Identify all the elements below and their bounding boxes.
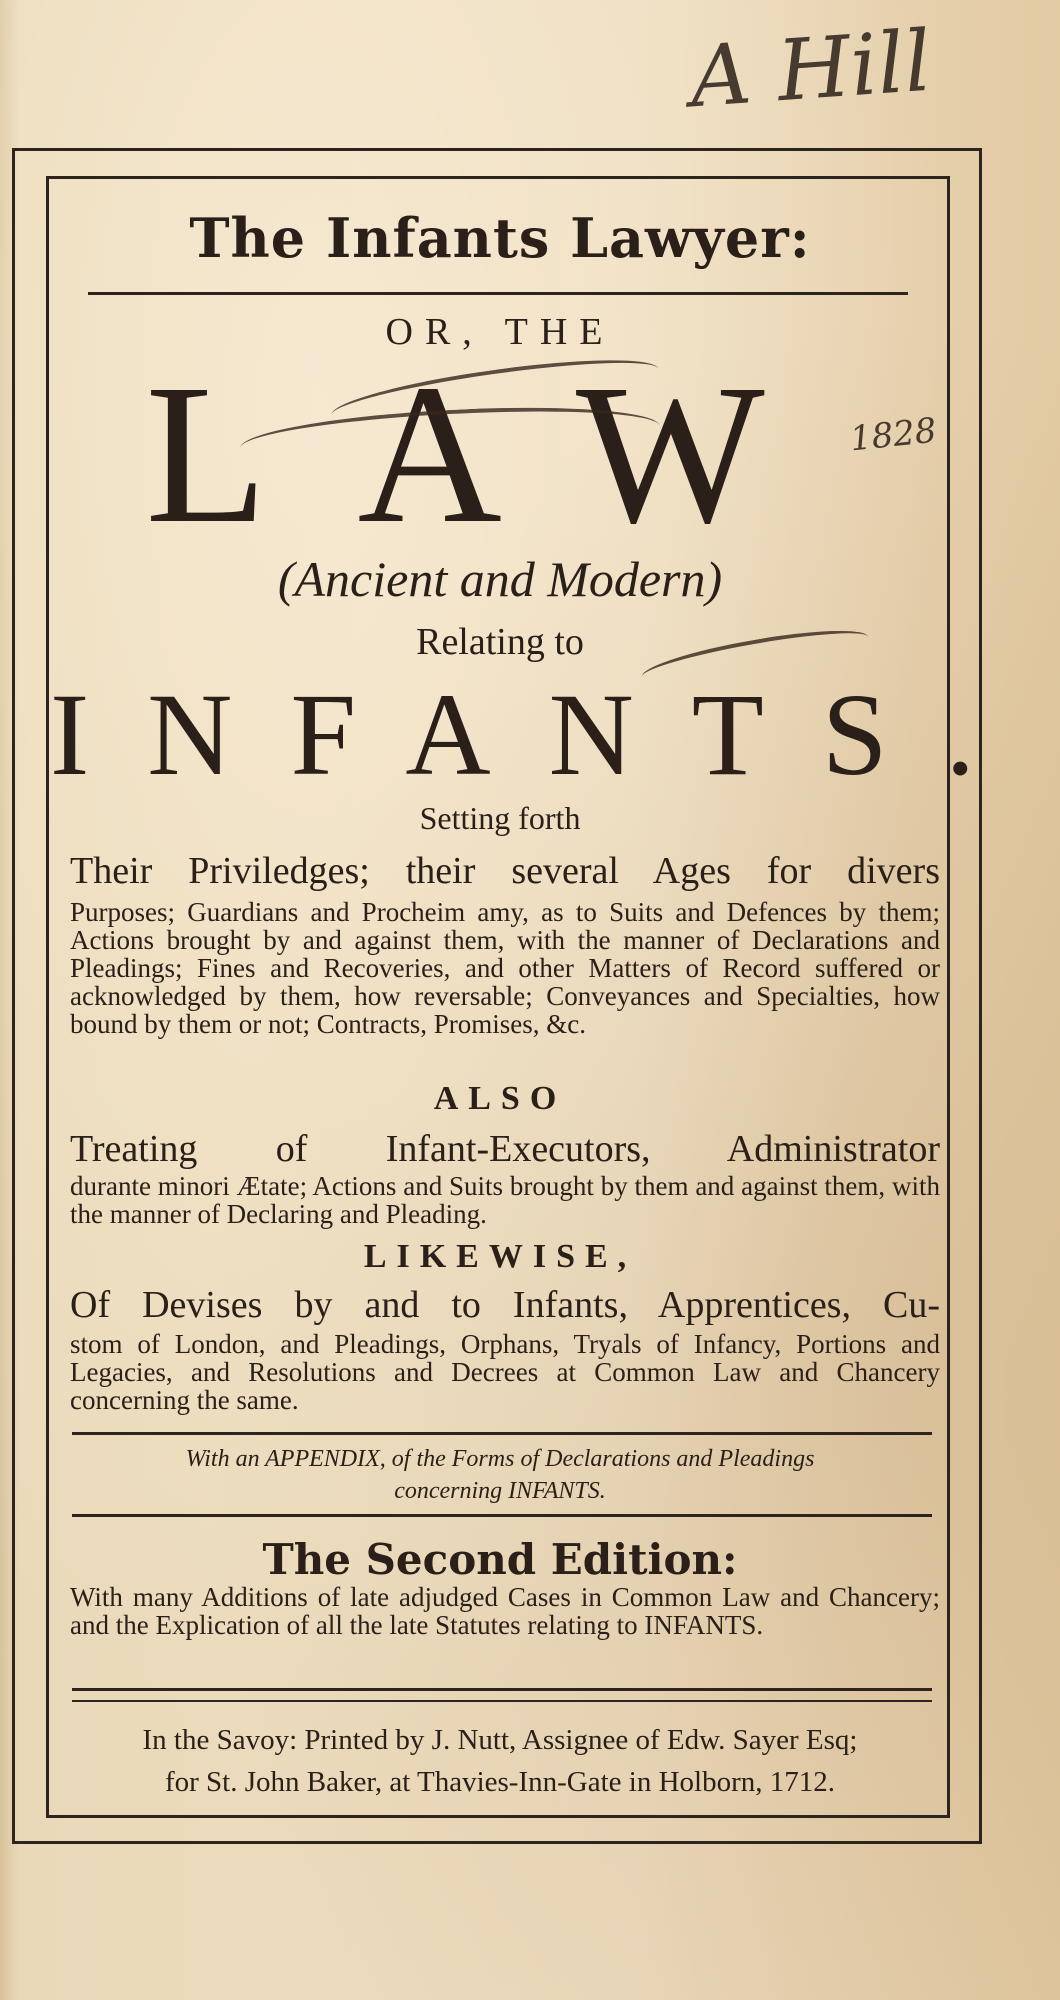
imprint-line-2: for St. John Baker, at Thavies-Inn-Gate in Holborn, 1712. [164,1766,835,1798]
or-the-heading: OR, THE [385,311,615,353]
imprint-line-1: In the Savoy: Printed by J. Nutt, Assignee of Edw. Sayer Esq; [142,1724,858,1756]
para3-body: stom of London, and Pleadings, Orphans, Tryals of Infancy, Portions and Legacies, and Resolutions and Decrees at Common Law and Chancery concerning the same. [70,1329,940,1415]
appendix-line-1: With an APPENDIX, of the Forms of Declarations and Pleadings [185,1446,815,1472]
book-title: The Infants Lawyer: [189,206,811,270]
para2-lead: Treating of Infant-Executors, Administrator [70,1128,940,1170]
para3-lead: Of Devises by and to Infants, Apprentices, Cu- [70,1284,940,1326]
edition-text: With many Additions of late adjudged Cases in Common Law and Chancery; and the Explication of all the late Statutes relating to INFANTS. [70,1582,940,1640]
para1-lead: Their Priviledges; their several Ages for divers [70,850,940,892]
relating-to: Relating to [416,621,584,663]
handwritten-margin-note: 1828 [848,410,939,460]
rule [72,1688,932,1691]
rule [72,1514,932,1517]
subtitle: (Ancient and Modern) [277,551,723,607]
also-heading: ALSO [433,1080,567,1117]
rule [72,1432,932,1435]
handwritten-signature: A Hill [686,11,935,127]
second-edition-heading: The Second Edition: [262,1535,738,1584]
setting-forth: Setting forth [419,800,581,836]
rule [72,1700,932,1702]
title-rule [88,292,908,295]
para1-body: Purposes; Guardians and Procheim amy, as to Suits and Defences by them; Actions brought by and against them, with the manner of Declarations and Pleadings; Fines and Recoveries, and other Matters of Record suffered or acknowledged by them, how reversable; Conveyances and Specialties, how bound by them or not; Contracts, Promises, &c. [70,897,940,1039]
appendix-line-2: concerning INFANTS. [394,1478,606,1504]
infants-heading: INFANTS. [50,669,1034,800]
law-heading: LAW [145,344,855,565]
likewise-heading: LIKEWISE, [363,1238,637,1275]
para2-body: durante minori Ætate; Actions and Suits brought by them and against them, with the manner of Declaring and Pleading. [70,1171,940,1229]
